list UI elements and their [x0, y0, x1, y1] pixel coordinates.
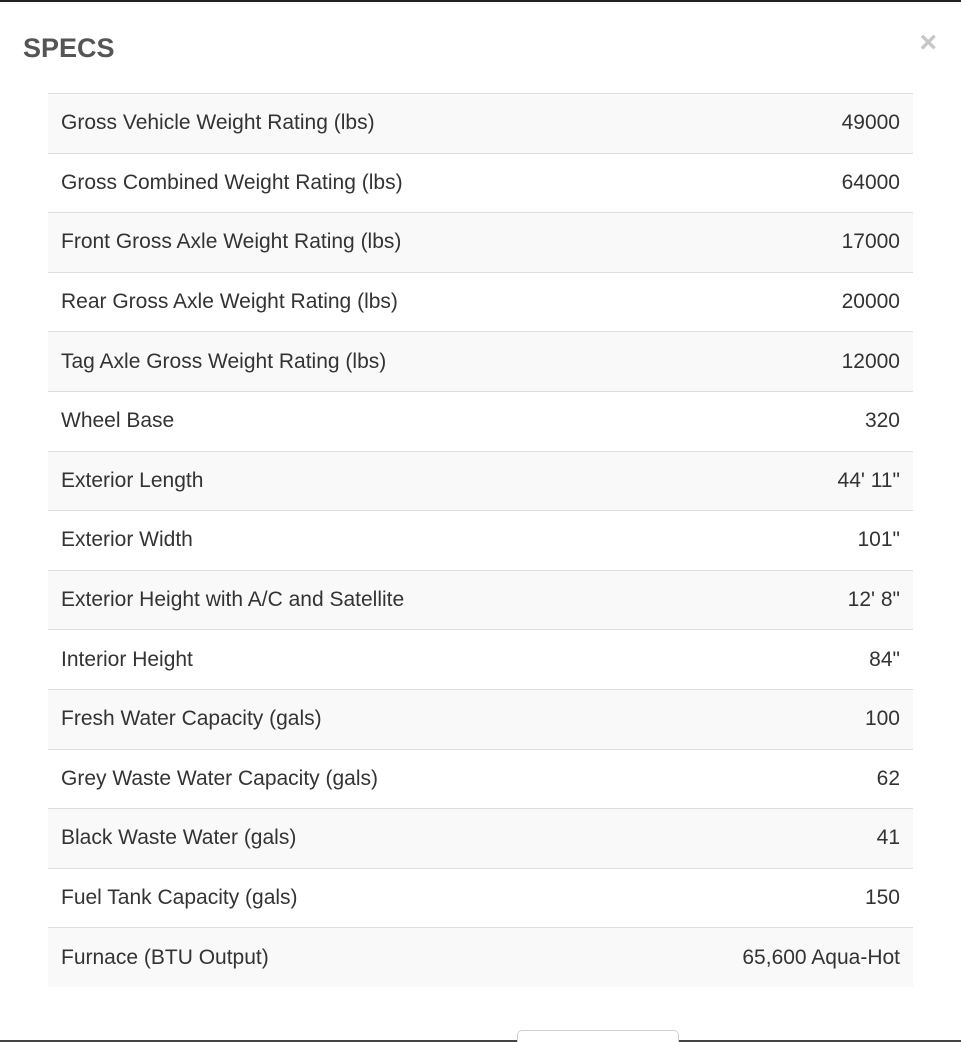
spec-label: Gross Combined Weight Rating (lbs) — [48, 153, 626, 213]
close-icon[interactable]: × — [919, 26, 937, 59]
spec-value: 320 — [626, 391, 913, 451]
spec-label: Fresh Water Capacity (gals) — [48, 689, 626, 749]
spec-label: Gross Vehicle Weight Rating (lbs) — [48, 94, 626, 154]
table-row — [48, 809, 913, 869]
spec-value: 100 — [626, 689, 913, 749]
spec-label: Grey Waste Water Capacity (gals) — [48, 749, 626, 809]
spec-label: Fuel Tank Capacity (gals) — [48, 868, 626, 928]
table-row — [48, 451, 913, 511]
table-row — [48, 749, 913, 809]
table-row — [48, 689, 913, 749]
table-row — [48, 630, 913, 690]
spec-value: 150 — [626, 868, 913, 928]
spec-value: 49000 — [626, 94, 913, 154]
table-row — [48, 153, 913, 213]
table-row — [48, 332, 913, 392]
table-row — [48, 511, 913, 571]
footer-button-edge[interactable] — [517, 1030, 679, 1042]
spec-value: 62 — [626, 749, 913, 809]
spec-label: Furnace (BTU Output) — [48, 928, 626, 988]
table-row — [48, 272, 913, 332]
table-row — [48, 213, 913, 273]
spec-value: 12000 — [626, 332, 913, 392]
spec-value: 84" — [626, 630, 913, 690]
spec-value: 20000 — [626, 272, 913, 332]
modal-title: SPECS — [23, 33, 115, 63]
spec-label: Interior Height — [48, 630, 626, 690]
spec-label: Rear Gross Axle Weight Rating (lbs) — [48, 272, 626, 332]
spec-label: Tag Axle Gross Weight Rating (lbs) — [48, 332, 626, 392]
spec-value: 65,600 Aqua-Hot — [626, 928, 913, 988]
spec-value: 64000 — [626, 153, 913, 213]
spec-label: Exterior Length — [48, 451, 626, 511]
spec-value: 12' 8" — [626, 570, 913, 630]
spec-value: 41 — [626, 809, 913, 869]
table-row — [48, 94, 913, 154]
spec-value: 17000 — [626, 213, 913, 273]
spec-value: 101" — [626, 511, 913, 571]
table-row — [48, 391, 913, 451]
table-row — [48, 928, 913, 988]
spec-value: 44' 11" — [626, 451, 913, 511]
table-row — [48, 868, 913, 928]
spec-label: Exterior Height with A/C and Satellite — [48, 570, 626, 630]
specs-table — [48, 93, 913, 987]
spec-label: Front Gross Axle Weight Rating (lbs) — [48, 213, 626, 273]
table-row — [48, 570, 913, 630]
spec-label: Exterior Width — [48, 511, 626, 571]
spec-label: Wheel Base — [48, 391, 626, 451]
spec-label: Black Waste Water (gals) — [48, 809, 626, 869]
